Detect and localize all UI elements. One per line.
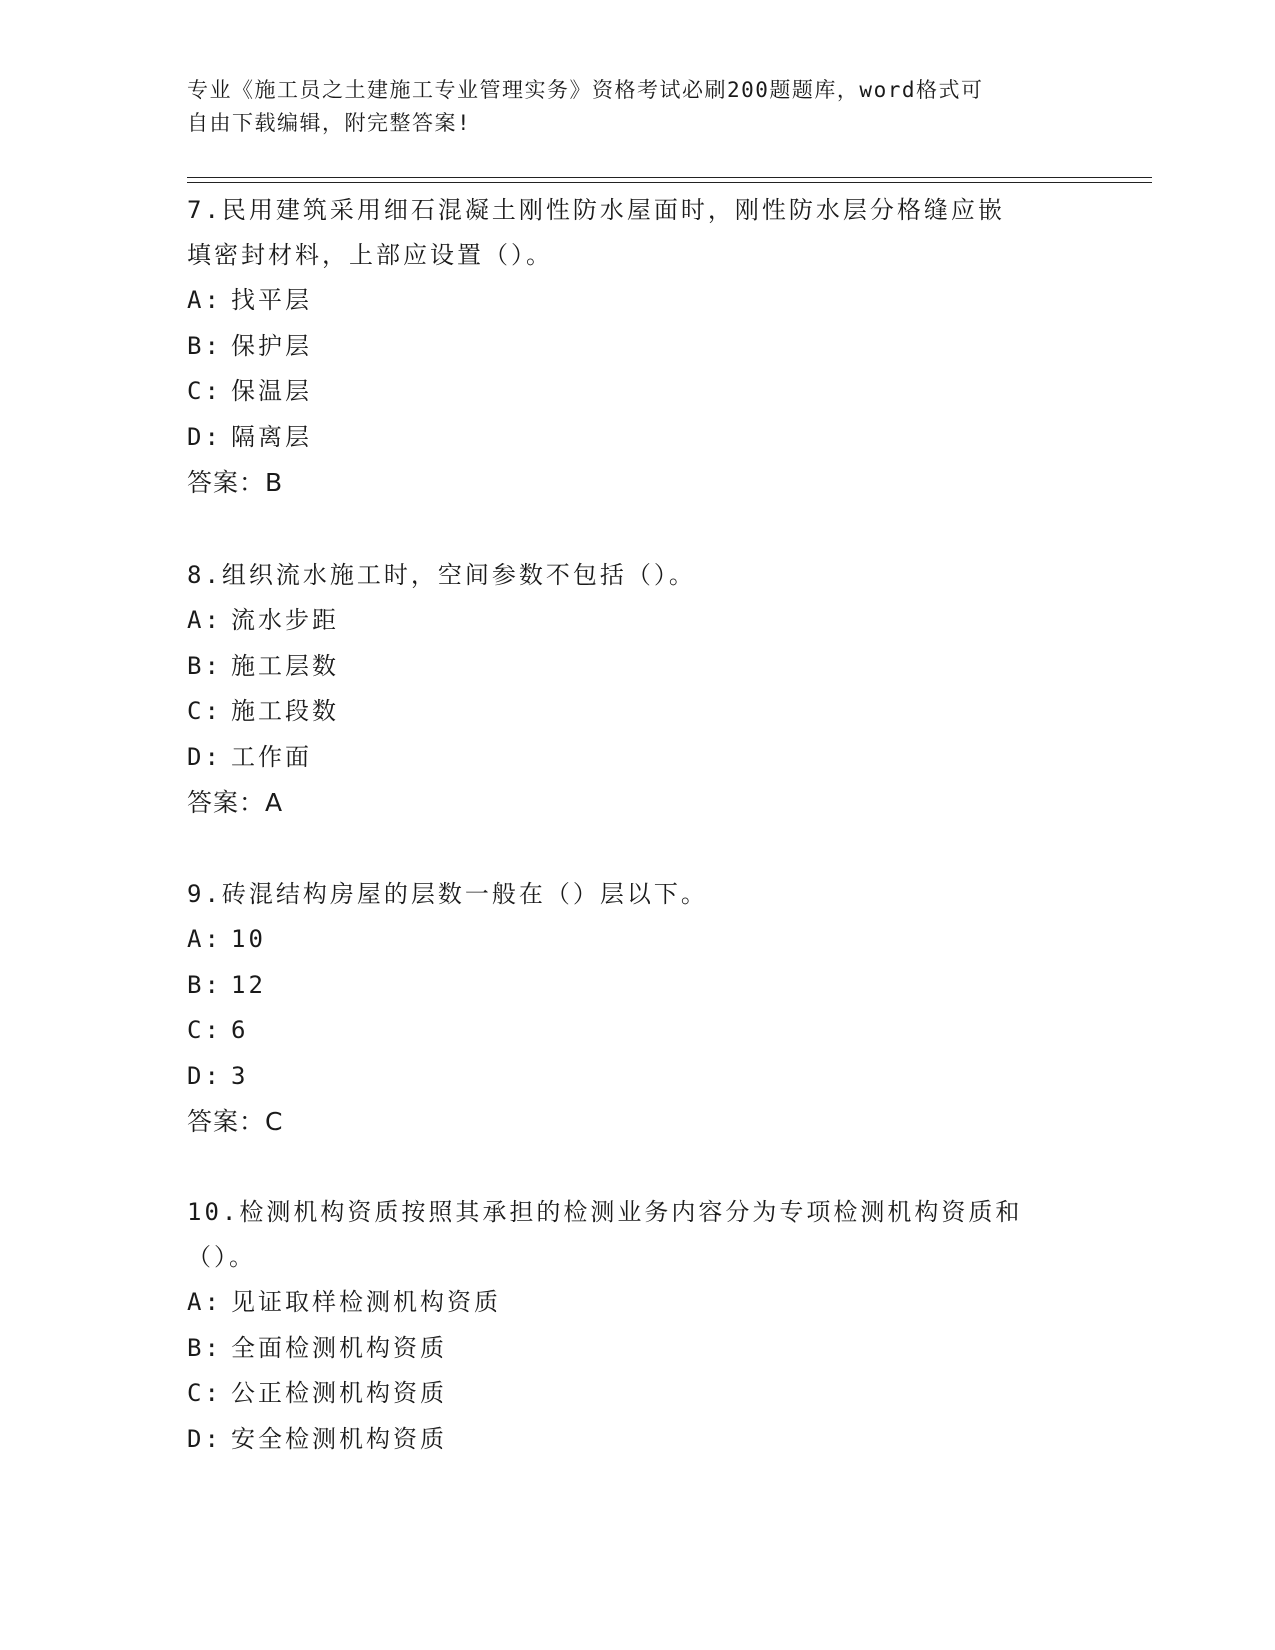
option-key: D:	[187, 1424, 222, 1453]
option-a	[187, 278, 1087, 324]
option-key: A:	[187, 925, 222, 953]
option-key: B:	[187, 651, 222, 680]
option-text: 6	[231, 1016, 249, 1044]
option-key: A:	[187, 286, 222, 314]
option-text: 10	[231, 925, 266, 953]
option-text: 工作面	[231, 742, 312, 771]
option-key: A:	[187, 1288, 222, 1316]
option-text: 安全检测机构资质	[231, 1424, 447, 1453]
option-key: D:	[187, 1061, 222, 1090]
option-key: C:	[187, 1379, 222, 1407]
option-text: 见证取样检测机构资质	[231, 1288, 501, 1316]
option-key: C:	[187, 377, 222, 405]
option-text: 公正检测机构资质	[231, 1379, 447, 1407]
option-a	[187, 1280, 1087, 1326]
option-text: 保护层	[231, 331, 312, 360]
option-key: C:	[187, 1016, 222, 1044]
option-text: 保温层	[231, 377, 312, 405]
option-b	[187, 1326, 1087, 1372]
option-key: B:	[187, 970, 222, 999]
option-b	[187, 644, 1087, 690]
option-d	[187, 1417, 1087, 1463]
answer-label: 答案：C	[187, 1107, 284, 1136]
option-key: C:	[187, 697, 222, 725]
option-text: 全面检测机构资质	[231, 1333, 447, 1362]
header-line-2: 自由下载编辑，附完整答案!	[187, 111, 472, 135]
option-key: D:	[187, 422, 222, 451]
question-stem-line-1: 9.砖混结构房屋的层数一般在（）层以下。	[187, 880, 708, 908]
option-text: 施工层数	[231, 651, 339, 680]
option-c	[187, 1371, 1087, 1417]
option-key: B:	[187, 331, 222, 360]
option-a	[187, 598, 1087, 644]
document-header	[187, 74, 1087, 140]
option-key: D:	[187, 742, 222, 771]
option-text: 12	[231, 970, 266, 999]
question-8	[187, 553, 1087, 825]
option-text: 隔离层	[231, 422, 312, 451]
option-b	[187, 324, 1087, 370]
question-stem-line-2: （）。	[187, 1243, 256, 1271]
question-stem-line-1: 7.民用建筑采用细石混凝土刚性防水屋面时，刚性防水层分格缝应嵌	[187, 196, 1005, 224]
option-key: A:	[187, 606, 222, 634]
header-divider-bottom	[187, 182, 1152, 183]
option-text: 找平层	[231, 286, 312, 314]
option-c	[187, 689, 1087, 735]
question-9	[187, 872, 1087, 1144]
option-key: B:	[187, 1333, 222, 1362]
header-line-1: 专业《施工员之土建施工专业管理实务》资格考试必刷200题题库，word格式可	[187, 78, 984, 102]
option-text: 流水步距	[231, 606, 339, 634]
question-stem-line-1: 8.组织流水施工时，空间参数不包括（）。	[187, 561, 696, 589]
option-c	[187, 1008, 1087, 1054]
question-stem-line-2: 填密封材料，上部应设置（）。	[187, 241, 553, 269]
answer-label: 答案：B	[187, 468, 284, 497]
option-b	[187, 963, 1087, 1009]
option-a	[187, 917, 1087, 963]
option-text: 3	[231, 1061, 249, 1090]
option-c	[187, 369, 1087, 415]
option-text: 施工段数	[231, 697, 339, 725]
option-d	[187, 415, 1087, 461]
header-divider-top	[187, 177, 1152, 178]
option-d	[187, 735, 1087, 781]
answer-label: 答案：A	[187, 788, 284, 817]
question-10	[187, 1190, 1087, 1462]
option-d	[187, 1054, 1087, 1100]
question-7	[187, 188, 1087, 505]
question-stem-line-1: 10.检测机构资质按照其承担的检测业务内容分为专项检测机构资质和	[187, 1198, 1023, 1226]
